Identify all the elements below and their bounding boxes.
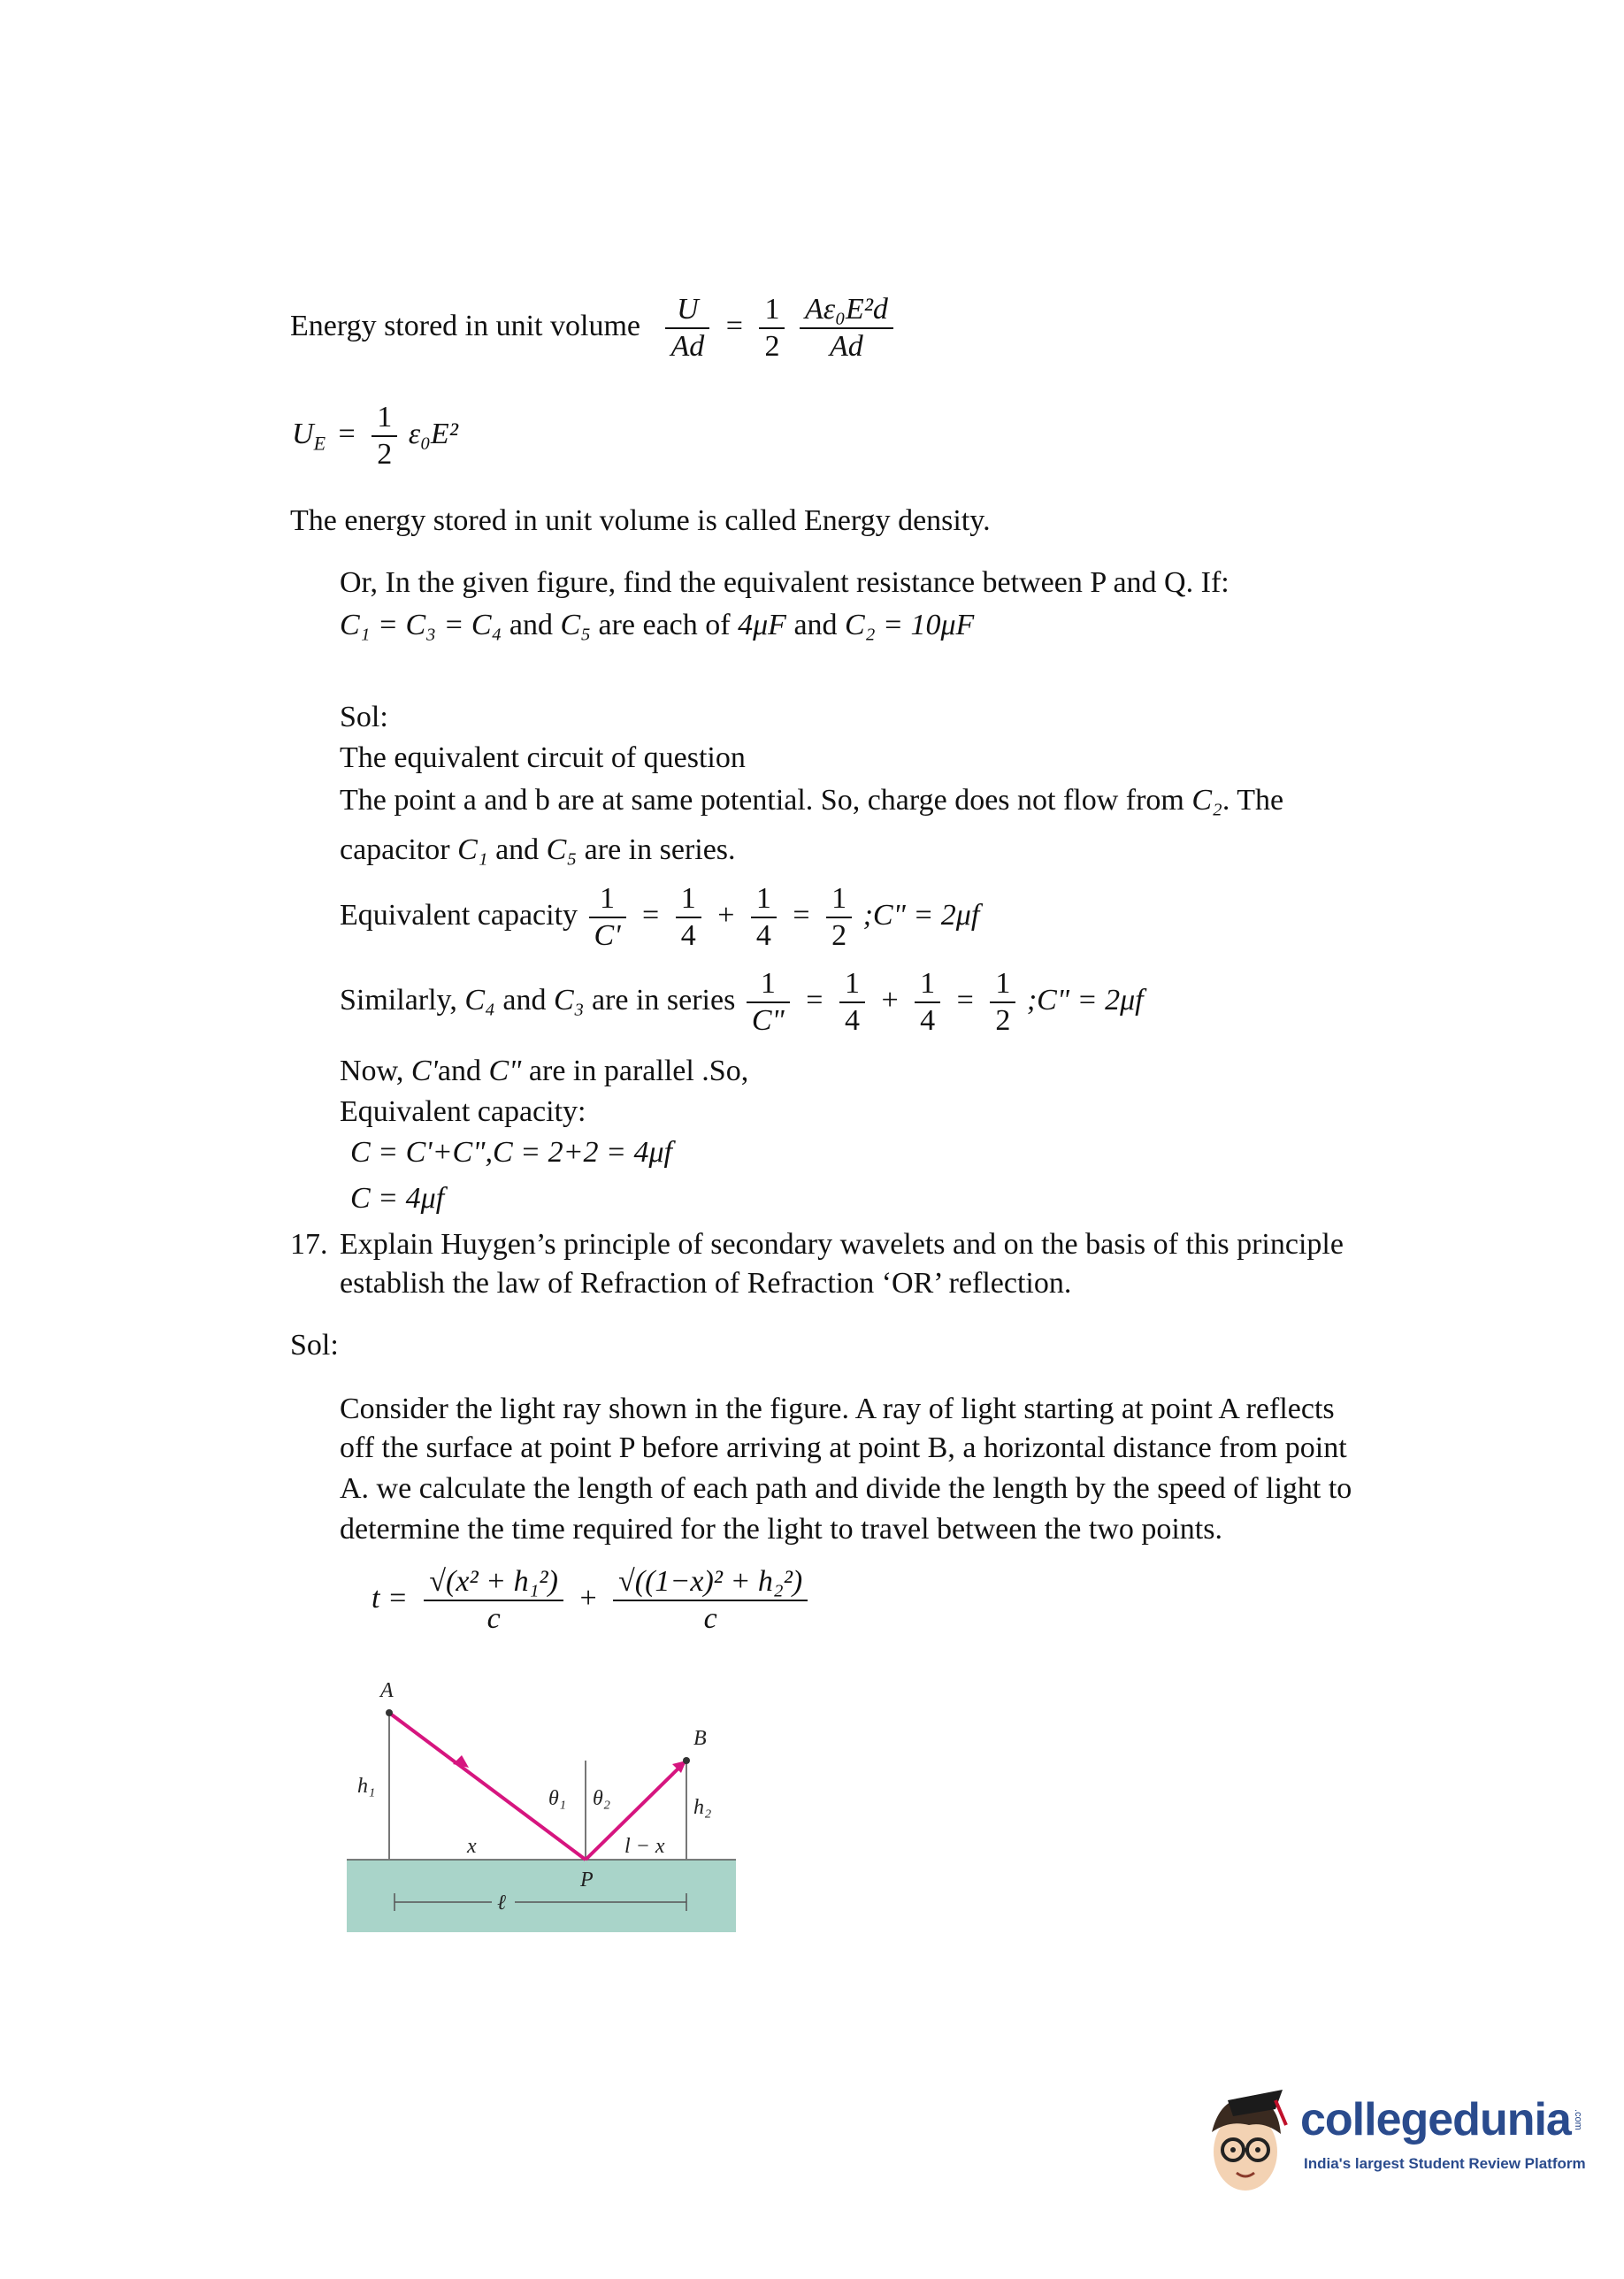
label-p: P	[580, 1868, 594, 1891]
sol-line-3: capacitor C₁ and C₅ are in series.	[340, 833, 736, 866]
collegedunia-logo	[1194, 2070, 1610, 2212]
sol-line-6: C = C'+C",C = 2+2 = 4μf	[350, 1136, 672, 1169]
sol-line-2: The point a and b are at same potential. So, charge does not flow from C₂. The	[340, 784, 1284, 817]
fraction-u-ad: $\frac{U}{Ad}$	[665, 292, 709, 364]
q17-paragraph-4: determine the time required for the light to travel between the two points.	[340, 1513, 1222, 1546]
q17-sol-label: Sol:	[290, 1329, 339, 1362]
label-h2: h₂	[693, 1796, 712, 1819]
incident-ray	[389, 1713, 586, 1860]
equivalent-capacity-eq1: Equivalent capacity $\frac{1}{C'}$ = $\frac{1}{4}$ + $\frac{1}{4}$ = $\frac{1}{2}$ ;C" = 2μf	[340, 882, 980, 952]
q17-line-1: Explain Huygen’s principle of secondary wavelets and on the basis of this principle	[340, 1228, 1344, 1261]
energy-density-text: The energy stored in unit volume is called Energy density.	[290, 504, 991, 537]
point-b-dot	[683, 1757, 690, 1764]
label-theta1: θ₁	[548, 1787, 567, 1810]
reflection-figure	[336, 1672, 743, 1938]
ue-equation: $U_E$ = $\frac{1}{2}$ ε₀E²	[292, 401, 458, 471]
q17-paragraph-1: Consider the light ray shown in the figure. A ray of light starting at point A reflects	[340, 1393, 1335, 1425]
point-a-dot	[386, 1709, 393, 1716]
sol-line-1: The equivalent circuit of question	[340, 741, 746, 774]
energy-label: Energy stored in unit volume	[290, 309, 640, 342]
or-question-text: Or, In the given figure, find the equivalent resistance between P and Q. If:	[340, 566, 1229, 599]
logo-tagline: India's largest Student Review Platform	[1304, 2155, 1586, 2172]
reflecting-surface	[347, 1860, 736, 1932]
sol-line-4: Now, C'and C" are in parallel .So,	[340, 1055, 749, 1087]
label-a: A	[380, 1679, 394, 1702]
fraction-energy-rhs: $\frac{\text{Aε₀E²d}}{Ad}$	[800, 292, 893, 364]
sol-label: Sol:	[340, 701, 388, 733]
sol-line-7: C = 4μf	[350, 1182, 445, 1215]
time-equation: t = $\frac{\text{√(x² + h₁²)}}{c}$ + $\frac{\text{√((1−x)² + h₂²)}}{c}$	[372, 1564, 811, 1637]
energy-line: Energy stored in unit volume $\frac{U}{Ad}$ = $\frac{1}{2}$ $\frac{\text{Aε₀E²d}}{Ad}$	[290, 292, 897, 364]
q17-line-2: establish the law of Refraction of Refraction ‘OR’ reflection.	[340, 1267, 1072, 1300]
label-theta2: θ₂	[593, 1787, 611, 1810]
label-length: ℓ	[497, 1891, 506, 1915]
label-b: B	[693, 1727, 707, 1750]
label-h1: h₁	[357, 1775, 376, 1798]
label-l-minus-x: l − x	[624, 1835, 665, 1858]
logo-name: collegedunia	[1300, 2094, 1571, 2145]
logo-com: .com	[1573, 2109, 1583, 2130]
label-x: x	[467, 1835, 477, 1858]
q17-number: 17.	[290, 1228, 328, 1261]
q17-paragraph-3: A. we calculate the length of each path and divide the length by the speed of light to	[340, 1472, 1352, 1505]
mascot-icon	[1194, 2070, 1300, 2203]
or-question-conditions: C₁ = C₃ = C₄ and C₅ are each of 4μF and C₂ = 10μF	[340, 609, 975, 641]
sol-line-5: Equivalent capacity:	[340, 1095, 586, 1128]
q17-paragraph-2: off the surface at point P before arriving at point B, a horizontal distance from point	[340, 1431, 1347, 1464]
equivalent-capacity-eq2: Similarly, C₄ and C₃ are in series $\frac{1}{C"}$ = $\frac{1}{4}$ + $\frac{1}{4}$ = $\frac{1}{2}$ ;C" = 2μf	[340, 967, 1144, 1037]
fraction-half: $\frac{1}{2}$	[759, 292, 785, 364]
